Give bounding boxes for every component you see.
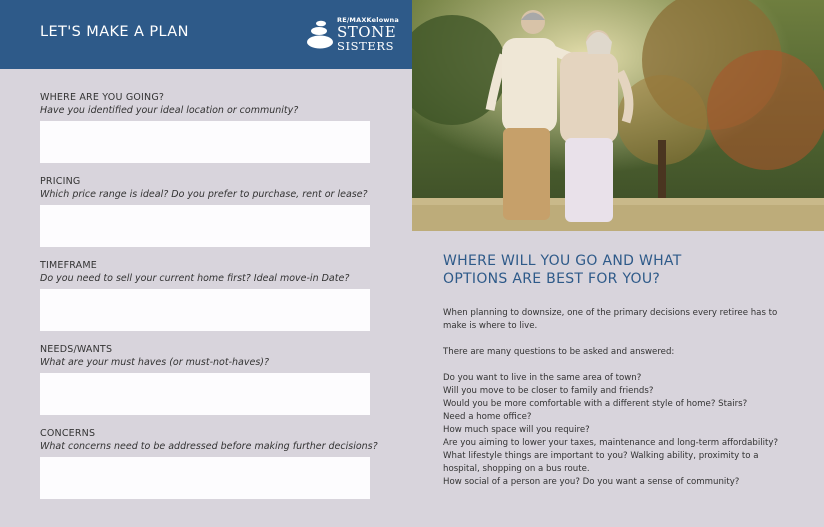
section-label: TIMEFRAME xyxy=(40,260,97,271)
question-item: Would you be more comfortable with a different style of home? Stairs? xyxy=(443,399,748,409)
couple-walking-photo xyxy=(412,0,824,231)
section-label: CONCERNS xyxy=(40,428,96,439)
section-label: WHERE ARE YOU GOING? xyxy=(40,92,165,103)
logo-sisters-text: SISTERS xyxy=(337,39,395,53)
section-question: Have you identified your ideal location or community? xyxy=(40,105,299,116)
question-item: Will you move to be closer to family and friends? xyxy=(443,386,654,396)
section-question: What are your must haves (or must-not-haves)? xyxy=(40,357,270,368)
question-item: Do you want to live in the same area of town? xyxy=(443,373,642,383)
stacked-stones-icon xyxy=(306,20,334,50)
logo-stone-text: STONE xyxy=(337,23,397,41)
question-item: How much space will you require? xyxy=(443,425,590,435)
where-answer-field[interactable] xyxy=(40,121,370,163)
needs-wants-answer-field[interactable] xyxy=(40,373,370,415)
question-item: What lifestyle things are important to you? Walking ability, proximity to a hospital, shopping on a bus route. xyxy=(443,451,759,474)
section-needs-wants xyxy=(40,344,380,368)
timeframe-answer-field[interactable] xyxy=(40,289,370,331)
heading-line-1: WHERE WILL YOU GO AND WHAT xyxy=(443,253,682,269)
pricing-answer-field[interactable] xyxy=(40,205,370,247)
heading-line-2: OPTIONS ARE BEST FOR YOU? xyxy=(443,271,661,287)
brand-logo xyxy=(306,16,399,56)
header-bar xyxy=(0,0,412,69)
page-title: LET'S MAKE A PLAN xyxy=(40,24,189,40)
section-question: Which price range is ideal? Do you prefer to purchase, rent or lease? xyxy=(40,189,368,200)
section-label: PRICING xyxy=(40,176,81,187)
right-heading xyxy=(443,252,783,288)
question-item: Are you aiming to lower your taxes, maintenance and long-term affordability? xyxy=(443,438,779,448)
intro-paragraph-2: There are many questions to be asked and answered: xyxy=(443,347,675,357)
section-question: What concerns need to be addressed before making further decisions? xyxy=(40,441,378,452)
question-item: Need a home office? xyxy=(443,412,532,422)
intro-paragraph: When planning to downsize, one of the primary decisions every retiree has to make is where to live. xyxy=(443,308,778,331)
section-concerns xyxy=(40,428,380,452)
section-label: NEEDS/WANTS xyxy=(40,344,113,355)
section-timeframe xyxy=(40,260,380,284)
question-item: How social of a person are you? Do you want a sense of community? xyxy=(443,477,740,487)
section-where xyxy=(40,92,380,116)
logo-brand-text: RE/MAXKelowna xyxy=(337,16,399,24)
section-question: Do you need to sell your current home first? Ideal move-in Date? xyxy=(40,273,350,284)
question-list xyxy=(443,372,793,489)
concerns-answer-field[interactable] xyxy=(40,457,370,499)
section-pricing xyxy=(40,176,380,200)
